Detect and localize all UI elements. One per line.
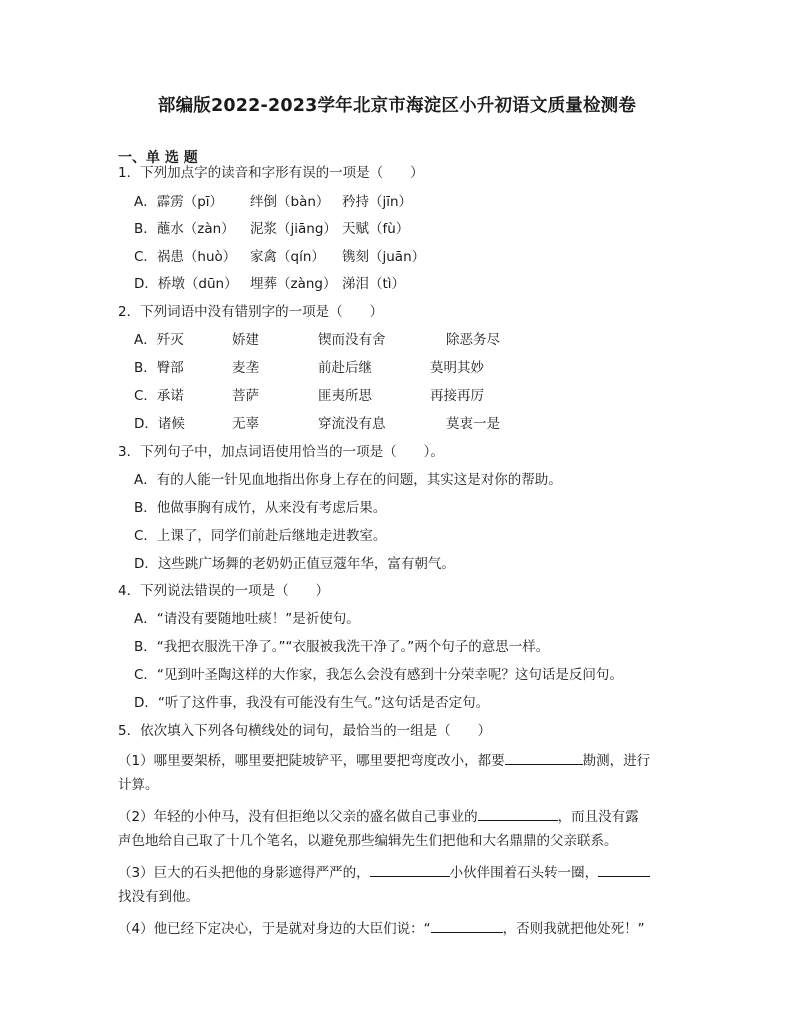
- section-heading: 一、单 选 题: [118, 150, 198, 166]
- fill-blank[interactable]: [431, 919, 503, 933]
- q3-option-b: B．他做事胸有成竹，从来没有考虑后果。: [134, 500, 387, 516]
- page-title: 部编版2022-2023学年北京市海淀区小升初语文质量检测卷: [157, 96, 637, 116]
- question-2-stem: 2．下列词语中没有错别字的一项是（ ）: [118, 304, 384, 320]
- q4-option-a: A．“请没有要随地吐痰！”是祈使句。: [134, 611, 360, 627]
- q3-option-a: A．有的人能一针见血地指出你身上存在的问题，其实这是对你的帮助。: [134, 472, 562, 488]
- fill-blank[interactable]: [370, 863, 450, 877]
- question-4-stem: 4．下列说法错误的一项是（ ）: [118, 583, 330, 599]
- q4-option-d: D．“听了这件事，我没有可能没有生气。”这句话是否定句。: [134, 695, 490, 711]
- q3-option-d: D．这些跳广场舞的老奶奶正值豆蔻年华，富有朝气。: [134, 556, 455, 572]
- q5-sentence-2: （2）年轻的小仲马，没有但拒绝以父亲的盛名做自己事业的 ，而且没有露: [118, 809, 639, 825]
- q5-sentence-2-cont: 声色地给自己取了十几个笔名，以避免那些编辑先生们把他和大名鼎鼎的父亲联系。: [118, 833, 618, 849]
- question-3-stem: 3．下列句子中，加点词语使用恰当的一项是（ ）。: [118, 444, 444, 460]
- q4-option-b: B．“我把衣服洗干净了。”“衣服被我洗干净了。”两个句子的意思一样。: [134, 639, 550, 655]
- q3-option-c: C．上课了，同学们前赴后继地走进教室。: [134, 528, 387, 544]
- q5-sentence-4: （4）他已经下定决心，于是就对身边的大臣们说：“ ，否则我就把他处死！”: [118, 921, 645, 937]
- fill-blank[interactable]: [598, 863, 650, 877]
- question-1-stem: 1．下列加点字的读音和字形有误的一项是（ ）: [118, 165, 424, 181]
- fill-blank[interactable]: [478, 807, 558, 821]
- q5-sentence-1: （1）哪里要架桥，哪里要把陡坡铲平，哪里要把弯度改小，都要 勘测，进行: [118, 753, 651, 769]
- q5-sentence-3-cont: 找没有到他。: [118, 889, 199, 905]
- q4-option-c: C．“见到叶圣陶这样的大作家，我怎么会没有感到十分荣幸呢？这句话是反问句。: [134, 667, 623, 683]
- question-5-stem: 5．依次填入下列各句横线处的词句，最恰当的一组是（ ）: [118, 723, 492, 739]
- q5-sentence-1-cont: 计算。: [118, 777, 159, 793]
- q5-sentence-3: （3）巨大的石头把他的身影遮得严严的， 小伙伴围着石头转一圈，: [118, 863, 650, 881]
- fill-blank[interactable]: [505, 751, 583, 765]
